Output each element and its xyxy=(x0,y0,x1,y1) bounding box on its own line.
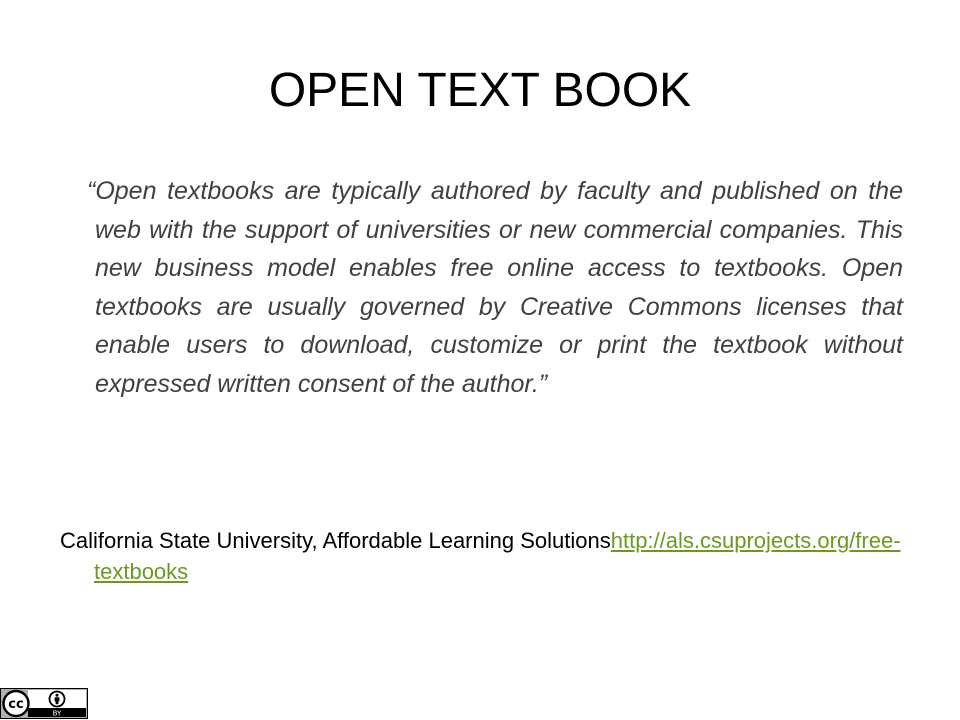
citation-source: California State University, Affordable Learning Solutions xyxy=(60,528,611,553)
attribution-icon xyxy=(50,692,65,707)
cc-label: cc xyxy=(8,697,24,712)
citation xyxy=(60,525,934,587)
cc-by-badge-graphic xyxy=(1,689,87,718)
slide-title: OPEN TEXT BOOK xyxy=(268,64,692,117)
citation-link[interactable]: http://als.csuprojects.org/free-textbooks xyxy=(94,528,901,584)
quote-text: “Open textbooks are typically authored by faculty and published on the web with the support of universities or new commercial companies. This new business model enables free online access to textbooks. Open textbooks are usually governed by Creative Commons licenses that enable users to download, customize or print the textbook without expressed written consent of the author.” xyxy=(87,177,903,398)
cc-by-license-badge[interactable] xyxy=(0,688,88,719)
creative-commons-icon xyxy=(4,691,29,716)
by-label: BY xyxy=(52,709,62,718)
